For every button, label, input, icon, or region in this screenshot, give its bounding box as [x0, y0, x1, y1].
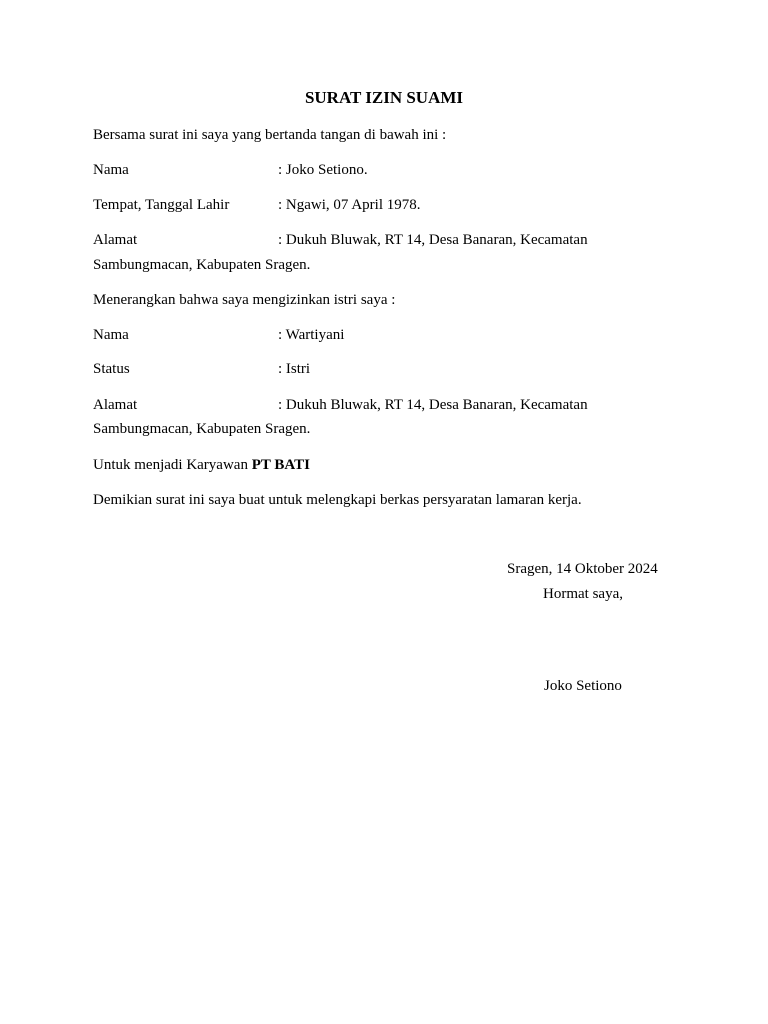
wife-address-continuation: Sambungmacan, Kabupaten Sragen.: [93, 421, 311, 437]
husband-name-value: : Joko Setiono.: [278, 162, 368, 178]
wife-name-label: Nama: [93, 327, 129, 343]
purpose-company: PT BATI: [251, 457, 310, 473]
purpose-prefix: Untuk menjadi Karyawan: [93, 457, 252, 473]
signer-name: Joko Setiono: [544, 678, 622, 694]
closing-text: Demikian surat ini saya buat untuk melengkapi berkas persyaratan lamaran kerja.: [93, 492, 582, 508]
wife-name-value: : Wartiyani: [278, 327, 345, 343]
husband-birth-value: : Ngawi, 07 April 1978.: [278, 197, 421, 213]
intro-text: Bersama surat ini saya yang bertanda tangan di bawah ini :: [93, 127, 447, 143]
wife-status-label: Status: [93, 361, 130, 377]
wife-address-label: Alamat: [93, 397, 138, 413]
husband-address-continuation: Sambungmacan, Kabupaten Sragen.: [93, 257, 311, 273]
husband-address-value: : Dukuh Bluwak, RT 14, Desa Banaran, Kecamatan: [278, 232, 588, 248]
husband-birth-label: Tempat, Tanggal Lahir: [93, 197, 230, 213]
wife-address-value: : Dukuh Bluwak, RT 14, Desa Banaran, Kecamatan: [278, 397, 588, 413]
husband-name-label: Nama: [93, 162, 129, 178]
place-date: Sragen, 14 Oktober 2024: [507, 561, 658, 577]
wife-status-value: : Istri: [278, 361, 311, 377]
purpose-line: [93, 455, 310, 475]
letter-title: SURAT IZIN SUAMI: [304, 88, 464, 107]
statement-text: Menerangkan bahwa saya mengizinkan istri saya :: [93, 292, 396, 308]
regards-text: Hormat saya,: [543, 586, 623, 602]
husband-address-label: Alamat: [93, 232, 138, 248]
